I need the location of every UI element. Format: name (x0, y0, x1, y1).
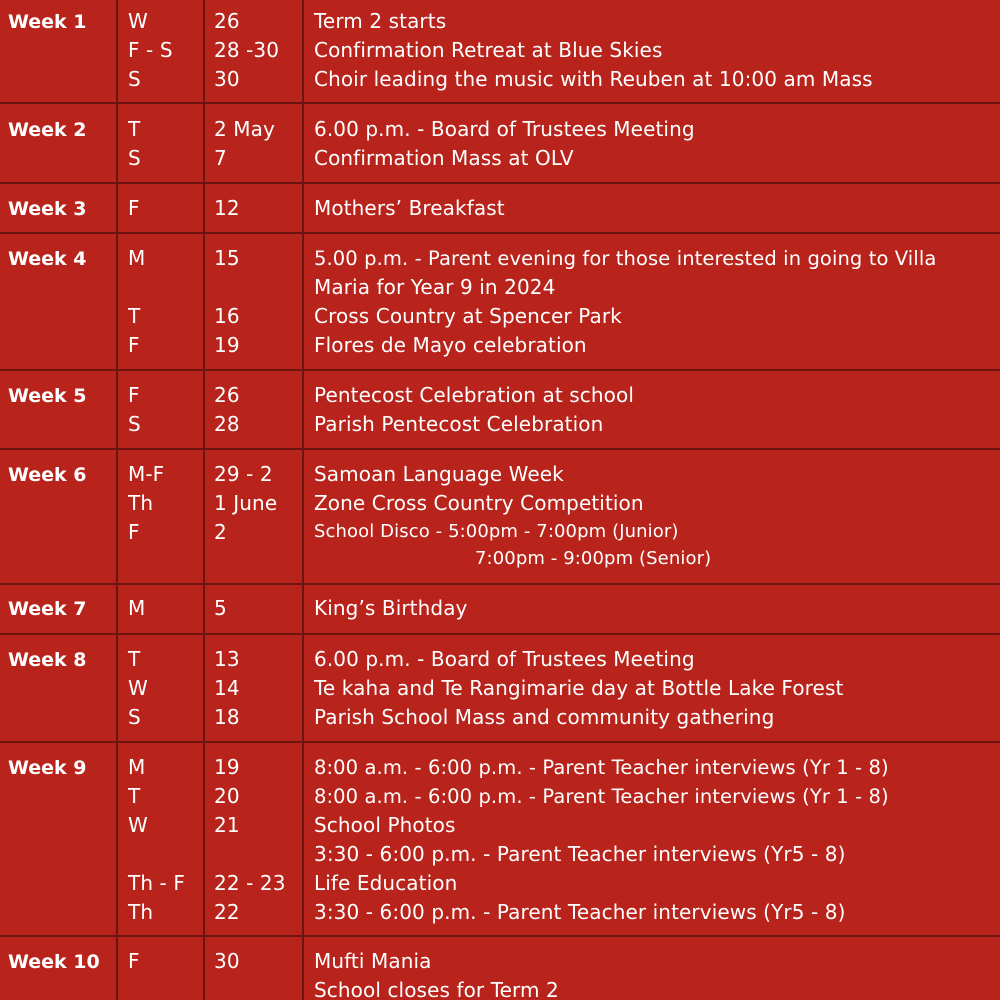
week-cell (0, 234, 118, 369)
day-text: F (128, 383, 140, 407)
day-text: M (128, 755, 146, 779)
day-text: W (128, 813, 148, 837)
event-cell (304, 450, 1000, 583)
event-text: Maria for Year 9 in 2024 (314, 275, 556, 299)
event-cell (304, 743, 1000, 935)
week-label: Week 1 (8, 11, 87, 33)
day-cell (118, 0, 205, 102)
date-text: 5 (214, 596, 227, 620)
date-text: 1 June (214, 491, 278, 515)
week-label: Week 10 (8, 951, 100, 973)
table-row-week-7 (0, 585, 1000, 635)
date-cell (205, 184, 304, 232)
week-cell (0, 743, 118, 935)
day-text: S (128, 705, 141, 729)
date-cell (205, 585, 304, 633)
date-cell (205, 937, 304, 1000)
event-text: 8:00 a.m. - 6:00 p.m. - Parent Teacher interviews (Yr 1 - 8) (314, 785, 889, 808)
week-label: Week 3 (8, 198, 87, 220)
day-cell (118, 743, 205, 935)
event-cell (304, 184, 1000, 232)
day-text: S (128, 412, 141, 436)
event-text: 8:00 a.m. - 6:00 p.m. - Parent Teacher interviews (Yr 1 - 8) (314, 756, 889, 779)
week-label: Week 4 (8, 248, 87, 270)
date-text: 7 (214, 146, 227, 170)
day-text: F (128, 949, 140, 973)
day-cell (118, 635, 205, 741)
event-cell (304, 234, 1000, 369)
week-label: Week 2 (8, 119, 87, 141)
event-text: 6.00 p.m. - Board of Trustees Meeting (314, 647, 695, 671)
date-cell (205, 743, 304, 935)
date-text: 18 (214, 705, 240, 729)
date-text: 22 (214, 900, 240, 924)
table-row-week-1 (0, 0, 1000, 104)
event-cell (304, 937, 1000, 1000)
week-cell (0, 104, 118, 182)
table-row-week-3 (0, 184, 1000, 234)
event-text: Choir leading the music with Reuben at 10:00 am Mass (314, 67, 873, 91)
event-text: 6.00 p.m. - Board of Trustees Meeting (314, 117, 695, 141)
event-text: Samoan Language Week (314, 462, 564, 486)
day-text: Th (128, 491, 154, 515)
table-row-week-9 (0, 743, 1000, 937)
date-text: 20 (214, 784, 240, 808)
event-cell (304, 635, 1000, 741)
day-text: W (128, 9, 148, 33)
date-text: 29 - 2 (214, 462, 273, 486)
day-text: S (128, 146, 141, 170)
day-text: M-F (128, 462, 165, 486)
date-cell (205, 450, 304, 583)
day-cell (118, 104, 205, 182)
day-text: F (128, 333, 140, 357)
date-text: 2 (214, 520, 227, 544)
event-text: Life Education (314, 871, 458, 895)
table-row-week-6 (0, 450, 1000, 585)
day-cell (118, 450, 205, 583)
date-text: 30 (214, 949, 240, 973)
event-text: Mothers’ Breakfast (314, 196, 505, 220)
event-text: Parish Pentecost Celebration (314, 412, 604, 436)
date-cell (205, 635, 304, 741)
week-label: Week 6 (8, 464, 87, 486)
event-text: 7:00pm - 9:00pm (Senior) (475, 548, 712, 569)
date-text: 16 (214, 304, 240, 328)
date-text: 26 (214, 383, 240, 407)
week-cell (0, 585, 118, 633)
day-cell (118, 184, 205, 232)
day-text: Th - F (128, 871, 185, 895)
event-text: Te kaha and Te Rangimarie day at Bottle Lake Forest (314, 676, 844, 700)
week-label: Week 5 (8, 385, 87, 407)
week-cell (0, 371, 118, 448)
week-label: Week 8 (8, 649, 87, 671)
week-cell (0, 635, 118, 741)
event-cell (304, 104, 1000, 182)
table-row-week-4 (0, 234, 1000, 371)
day-text: S (128, 67, 141, 91)
table-row-week-2 (0, 104, 1000, 184)
event-cell (304, 585, 1000, 633)
day-text: T (128, 304, 141, 328)
date-text: 2 May (214, 117, 275, 141)
week-cell (0, 937, 118, 1000)
event-text: School Photos (314, 813, 456, 837)
event-text: 3:30 - 6:00 p.m. - Parent Teacher interviews (Yr5 - 8) (314, 842, 846, 866)
day-text: W (128, 676, 148, 700)
event-cell (304, 371, 1000, 448)
day-text: M (128, 246, 146, 270)
event-cell (304, 0, 1000, 102)
event-text: Term 2 starts (314, 9, 447, 33)
event-text: 3:30 - 6:00 p.m. - Parent Teacher interviews (Yr5 - 8) (314, 900, 846, 924)
table-row-week-8 (0, 635, 1000, 743)
day-text: F (128, 196, 140, 220)
event-text: Parish School Mass and community gathering (314, 705, 775, 729)
week-cell (0, 0, 118, 102)
date-text: 30 (214, 67, 240, 91)
date-text: 26 (214, 9, 240, 33)
day-cell (118, 937, 205, 1000)
day-text: Th (128, 900, 154, 924)
table-row-week-10 (0, 937, 1000, 1000)
event-text: Confirmation Mass at OLV (314, 146, 574, 170)
date-cell (205, 234, 304, 369)
event-text: Zone Cross Country Competition (314, 491, 644, 515)
day-text: T (128, 647, 141, 671)
table-row-week-5 (0, 371, 1000, 450)
event-text: Confirmation Retreat at Blue Skies (314, 38, 663, 62)
event-text: King’s Birthday (314, 596, 468, 620)
day-text: T (128, 784, 141, 808)
date-text: 14 (214, 676, 240, 700)
date-text: 21 (214, 813, 240, 837)
date-text: 12 (214, 196, 240, 220)
day-text: T (128, 117, 141, 141)
day-text: F (128, 520, 140, 544)
day-text: F - S (128, 38, 173, 62)
day-cell (118, 234, 205, 369)
date-text: 15 (214, 246, 240, 270)
date-text: 22 - 23 (214, 871, 286, 895)
event-text: Pentecost Celebration at school (314, 383, 634, 407)
date-text: 28 -30 (214, 38, 280, 62)
week-label: Week 9 (8, 757, 87, 779)
week-label: Week 7 (8, 598, 87, 620)
date-cell (205, 104, 304, 182)
day-text: M (128, 596, 146, 620)
date-text: 28 (214, 412, 240, 436)
date-text: 19 (214, 755, 240, 779)
event-text: School closes for Term 2 (314, 978, 559, 1000)
week-cell (0, 184, 118, 232)
event-text: School Disco - 5:00pm - 7:00pm (Junior) (314, 521, 679, 542)
event-text: 5.00 p.m. - Parent evening for those interested in going to Villa (314, 247, 937, 270)
event-text: Cross Country at Spencer Park (314, 304, 622, 328)
day-cell (118, 585, 205, 633)
date-cell (205, 0, 304, 102)
date-text: 13 (214, 647, 240, 671)
week-cell (0, 450, 118, 583)
day-cell (118, 371, 205, 448)
date-text: 19 (214, 333, 240, 357)
event-text: Flores de Mayo celebration (314, 333, 587, 357)
event-text: Mufti Mania (314, 949, 432, 973)
date-cell (205, 371, 304, 448)
